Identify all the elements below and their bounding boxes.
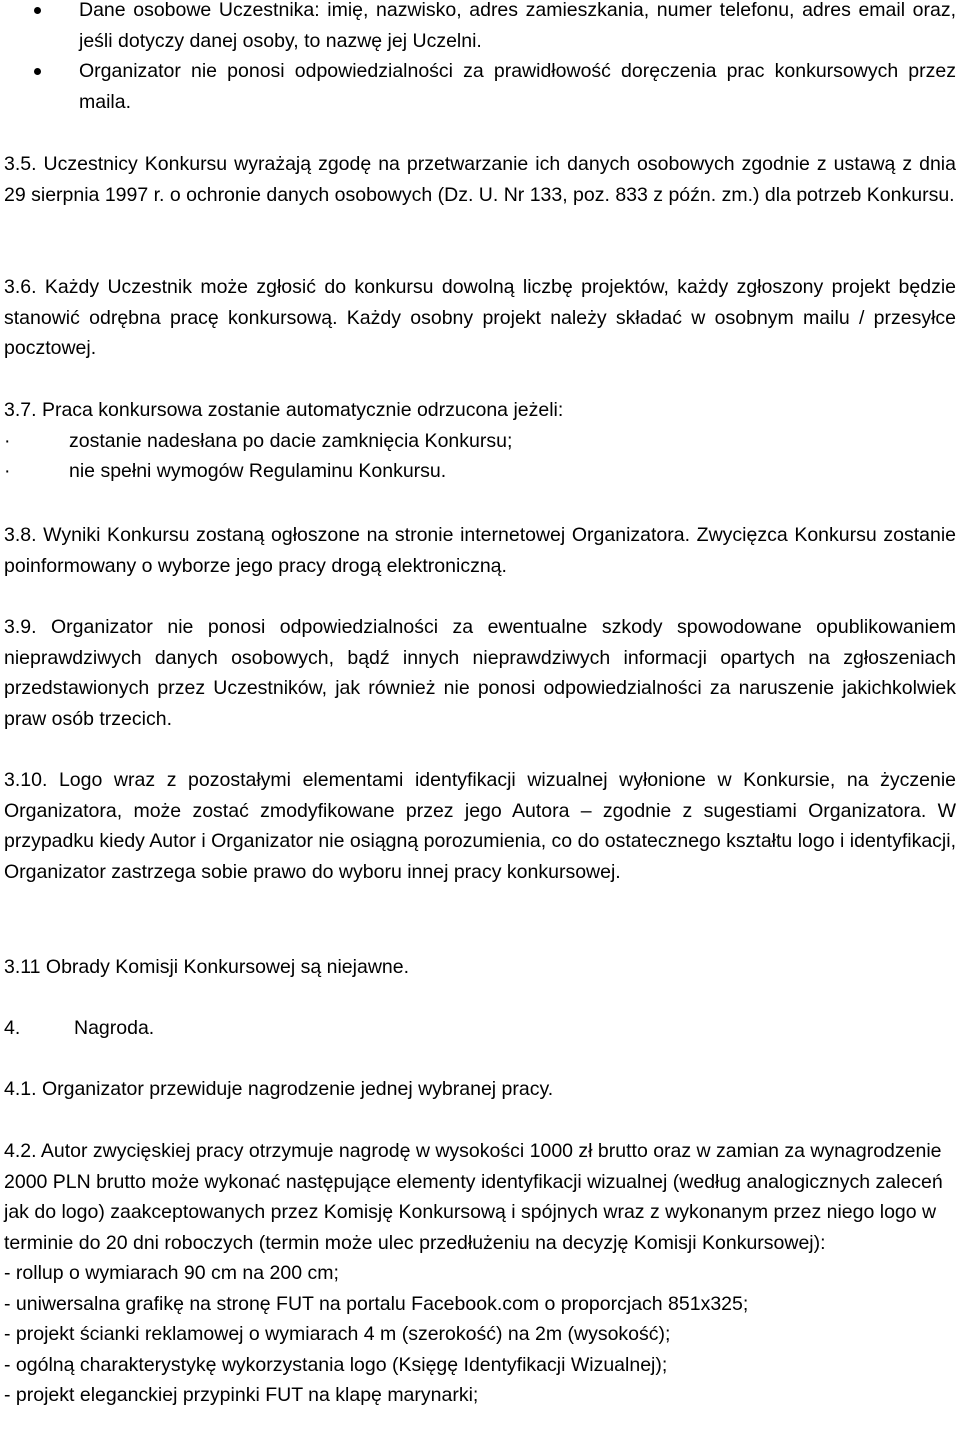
- rejection-list: [4, 426, 956, 487]
- paragraph-3-5: 3.5. Uczestnicy Konkursu wyrażają zgodę na przetwarzanie ich danych osobowych zgodnie z ustawą z dnia 29 sierpnia 1997 r. o ochronie danych osobowych (Dz. U. Nr 133, poz. 833 z późn. zm.) dla potrzeb Konkursu.: [4, 153, 956, 206]
- list-item-text: zostanie nadesłana po dacie zamknięcia Konkursu;: [69, 429, 513, 452]
- list-item: [4, 0, 956, 56]
- dot-marker: ·: [4, 460, 11, 482]
- dot-marker: ·: [4, 429, 11, 452]
- paragraph-4-1: 4.1. Organizator przewiduje nagrodzenie jednej wybranej pracy.: [4, 1078, 554, 1100]
- list-item-text: Dane osobowe Uczestnika: imię, nazwisko, adres zamieszkania, numer telefonu, adres email oraz, jeśli dotyczy danej osoby, to nazwę jej Uczelni.: [79, 0, 956, 52]
- bullet-icon: [34, 7, 41, 14]
- paragraph-3-7-intro: 3.7. Praca konkursowa zostanie automatycznie odrzucona jeżeli:: [4, 399, 564, 421]
- list-item: - ogólną charakterystykę wykorzystania logo (Księgę Identyfikacji Wizualnej);: [4, 1353, 668, 1376]
- list-item: - uniwersalna grafikę na stronę FUT na portalu Facebook.com o proporcjach 851x325;: [4, 1292, 749, 1315]
- list-item: - projekt eleganckiej przypinki FUT na klapę marynarki;: [4, 1384, 479, 1406]
- list-item: [4, 426, 956, 457]
- paragraph-3-9: 3.9. Organizator nie ponosi odpowiedzialności za ewentualne szkody spowodowane opublikowaniem nieprawdziwych danych osobowych, bądź innych nieprawdziwych informacji opartych na zgłoszeniach przedstawionych przez Uczestników, jak również nie ponosi odpowiedzialności za naruszenie jakichkolwiek praw osób trzecich.: [4, 616, 956, 730]
- bullet-icon: [34, 68, 41, 75]
- paragraph-4-2: [4, 1136, 956, 1411]
- bullet-list: [4, 0, 956, 117]
- paragraph-3-7: [4, 395, 956, 487]
- section-title: Nagroda.: [74, 1017, 155, 1039]
- list-item: [4, 56, 956, 117]
- list-item-text: nie spełni wymogów Regulaminu Konkursu.: [69, 460, 447, 482]
- paragraph-4-2-text: 4.2. Autor zwycięskiej pracy otrzymuje nagrodę w wysokości 1000 zł brutto oraz w zamian za wynagrodzenie 2000 PLN brutto może wykonać następujące elementy identyfikacji wizualnej (według analogicznych zaleceń jak do logo) zaakceptowanych przez Komisję Konkursową i spójnych wraz z wykonanym przez niego logo w terminie do 20 dni roboczych (termin może ulec przedłużeniu na decyzję Komisji Konkursowej):: [4, 1140, 943, 1254]
- section-number: 4.: [4, 1017, 21, 1039]
- paragraph-3-10: 3.10. Logo wraz z pozostałymi elementami identyfikacji wizualnej wyłonione w Konkursie, na życzenie Organizatora, może zostać zmodyfikowane przez jego Autora – zgodnie z sugestiami Organizatora. W przypadku kiedy Autor i Organizator nie osiągną porozumienia, co do ostatecznego kształtu logo i identyfikacji, Organizator zastrzega sobie prawo do wyboru innej pracy konkursowej.: [4, 769, 956, 883]
- list-item: [4, 456, 956, 487]
- paragraph-3-8: 3.8. Wyniki Konkursu zostaną ogłoszone na stronie internetowej Organizatora. Zwycięzca Konkursu zostanie poinformowany o wyborze jego pracy drogą elektroniczną.: [4, 524, 956, 577]
- paragraph-3-11: 3.11 Obrady Komisji Konkursowej są niejawne.: [4, 956, 410, 978]
- list-item-text: Organizator nie ponosi odpowiedzialności za prawidłowość doręczenia prac konkursowych przez maila.: [79, 60, 956, 113]
- section-heading: [4, 1013, 956, 1044]
- list-item: - rollup o wymiarach 90 cm na 200 cm;: [4, 1262, 339, 1284]
- list-item: - projekt ścianki reklamowej o wymiarach 4 m (szerokość) na 2m (wysokość);: [4, 1323, 671, 1345]
- paragraph-3-6: 3.6. Każdy Uczestnik może zgłosić do konkursu dowolną liczbę projektów, każdy zgłoszony projekt będzie stanowić odrębna pracę konkursową. Każdy osobny projekt należy składać w osobnym mailu / przesyłce pocztowej.: [4, 276, 956, 359]
